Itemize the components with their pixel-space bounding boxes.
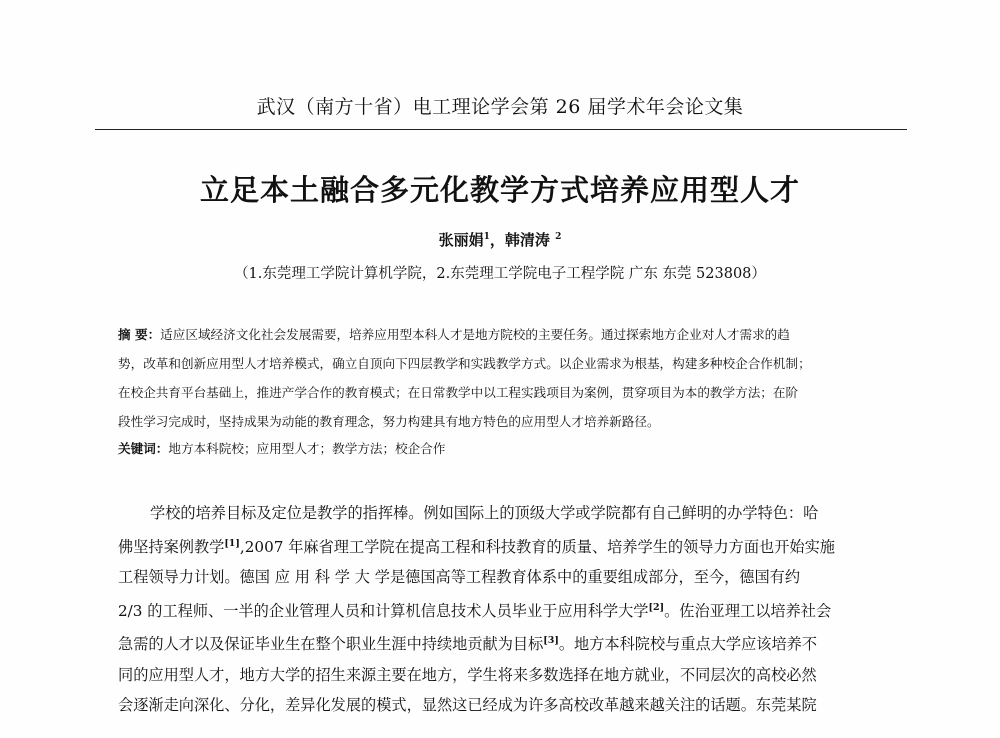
citation-ref[interactable]: [3] — [543, 635, 559, 646]
abstract-label: 摘 要： — [118, 327, 161, 342]
body-text — [118, 498, 908, 721]
body-text-segment: ,2007 年麻省理工学院在提高工程和科技教育的质量、培养学生的领导力方面也开始实施 — [239, 537, 835, 556]
abstract-line — [118, 320, 904, 349]
body-text-segment: 2/3 的工程师、一半的企业管理人员和计算机信息技术人员毕业于应用科学大学 — [118, 601, 649, 620]
author-line — [0, 229, 1000, 250]
author-separator: ， — [489, 231, 505, 249]
running-header: 武汉（南方十省）电工理论学会第 26 届学术年会论文集 — [256, 96, 744, 118]
body-line: 工程领导力计划。德国 应 用 科 学 大 学是德国高等工程教育体系中的重要组成部分，至今，德国有约 — [118, 568, 801, 586]
body-line — [118, 593, 908, 627]
affiliation: （1.东莞理工学院计算机学院，2.东莞理工学院电子工程学院 广东 东莞 523808） — [234, 266, 766, 282]
body-line — [118, 626, 908, 660]
citation-ref[interactable]: [1] — [224, 537, 240, 549]
citation-ref[interactable]: [2] — [648, 601, 665, 613]
body-text-segment: 。佐治亚理工以培养社会 — [664, 601, 832, 620]
abstract — [118, 320, 904, 436]
body-text-segment: 。地方本科院校与重点大学应该培养不 — [558, 635, 818, 653]
keywords-text: 地方本科院校；应用型人才；教学方法；校企合作 — [168, 441, 446, 456]
paper-title: 立足本土融合多元化教学方式培养应用型人才 — [199, 173, 800, 207]
author-affiliation-mark: 2 — [555, 232, 562, 242]
abstract-line: 势，改革和创新应用型人才培养模式，确立自顶向下四层教学和实践教学方式。以企业需求为根基，构建多种校企合作机制； — [118, 356, 811, 371]
abstract-text: 适应区域经济文化社会发展需要，培养应用型本科人才是地方院校的主要任务。通过探索地方企业对人才需求的趋 — [160, 327, 790, 342]
header-rule — [95, 129, 907, 130]
body-line: 会逐渐走向深化、分化，差异化发展的模式，显然这已经成为许多高校改革越来越关注的话题。东莞某院 — [118, 696, 817, 714]
author-name: 韩清涛 — [504, 231, 550, 249]
body-line — [118, 529, 908, 563]
body-text-segment: 佛坚持案例教学 — [118, 537, 225, 556]
author-name: 张丽娟 — [438, 231, 484, 249]
body-line: 同的应用型人才，地方大学的招生来源主要在地方，学生将来多数选择在地方就业，不同层次的高校必然 — [118, 665, 817, 684]
author-affiliation-mark: 1 — [483, 232, 490, 242]
keywords-label: 关键词： — [118, 441, 169, 456]
keywords — [118, 438, 904, 457]
body-line: 学校的培养目标及定位是教学的指挥棒。例如国际上的顶级大学或学院都有自己鲜明的办学特色：哈 — [150, 504, 819, 522]
body-text-segment: 急需的人才以及保证毕业生在整个职业生涯中持续地贡献为目标 — [118, 635, 544, 653]
abstract-line: 在校企共育平台基础上，推进产学合作的教育模式；在日常教学中以工程实践项目为案例，贯穿项目为本的教学方法；在阶 — [118, 385, 799, 400]
abstract-line: 段性学习完成时，坚持成果为动能的教育理念，努力构建具有地方特色的应用型人才培养新路径。 — [118, 414, 660, 429]
